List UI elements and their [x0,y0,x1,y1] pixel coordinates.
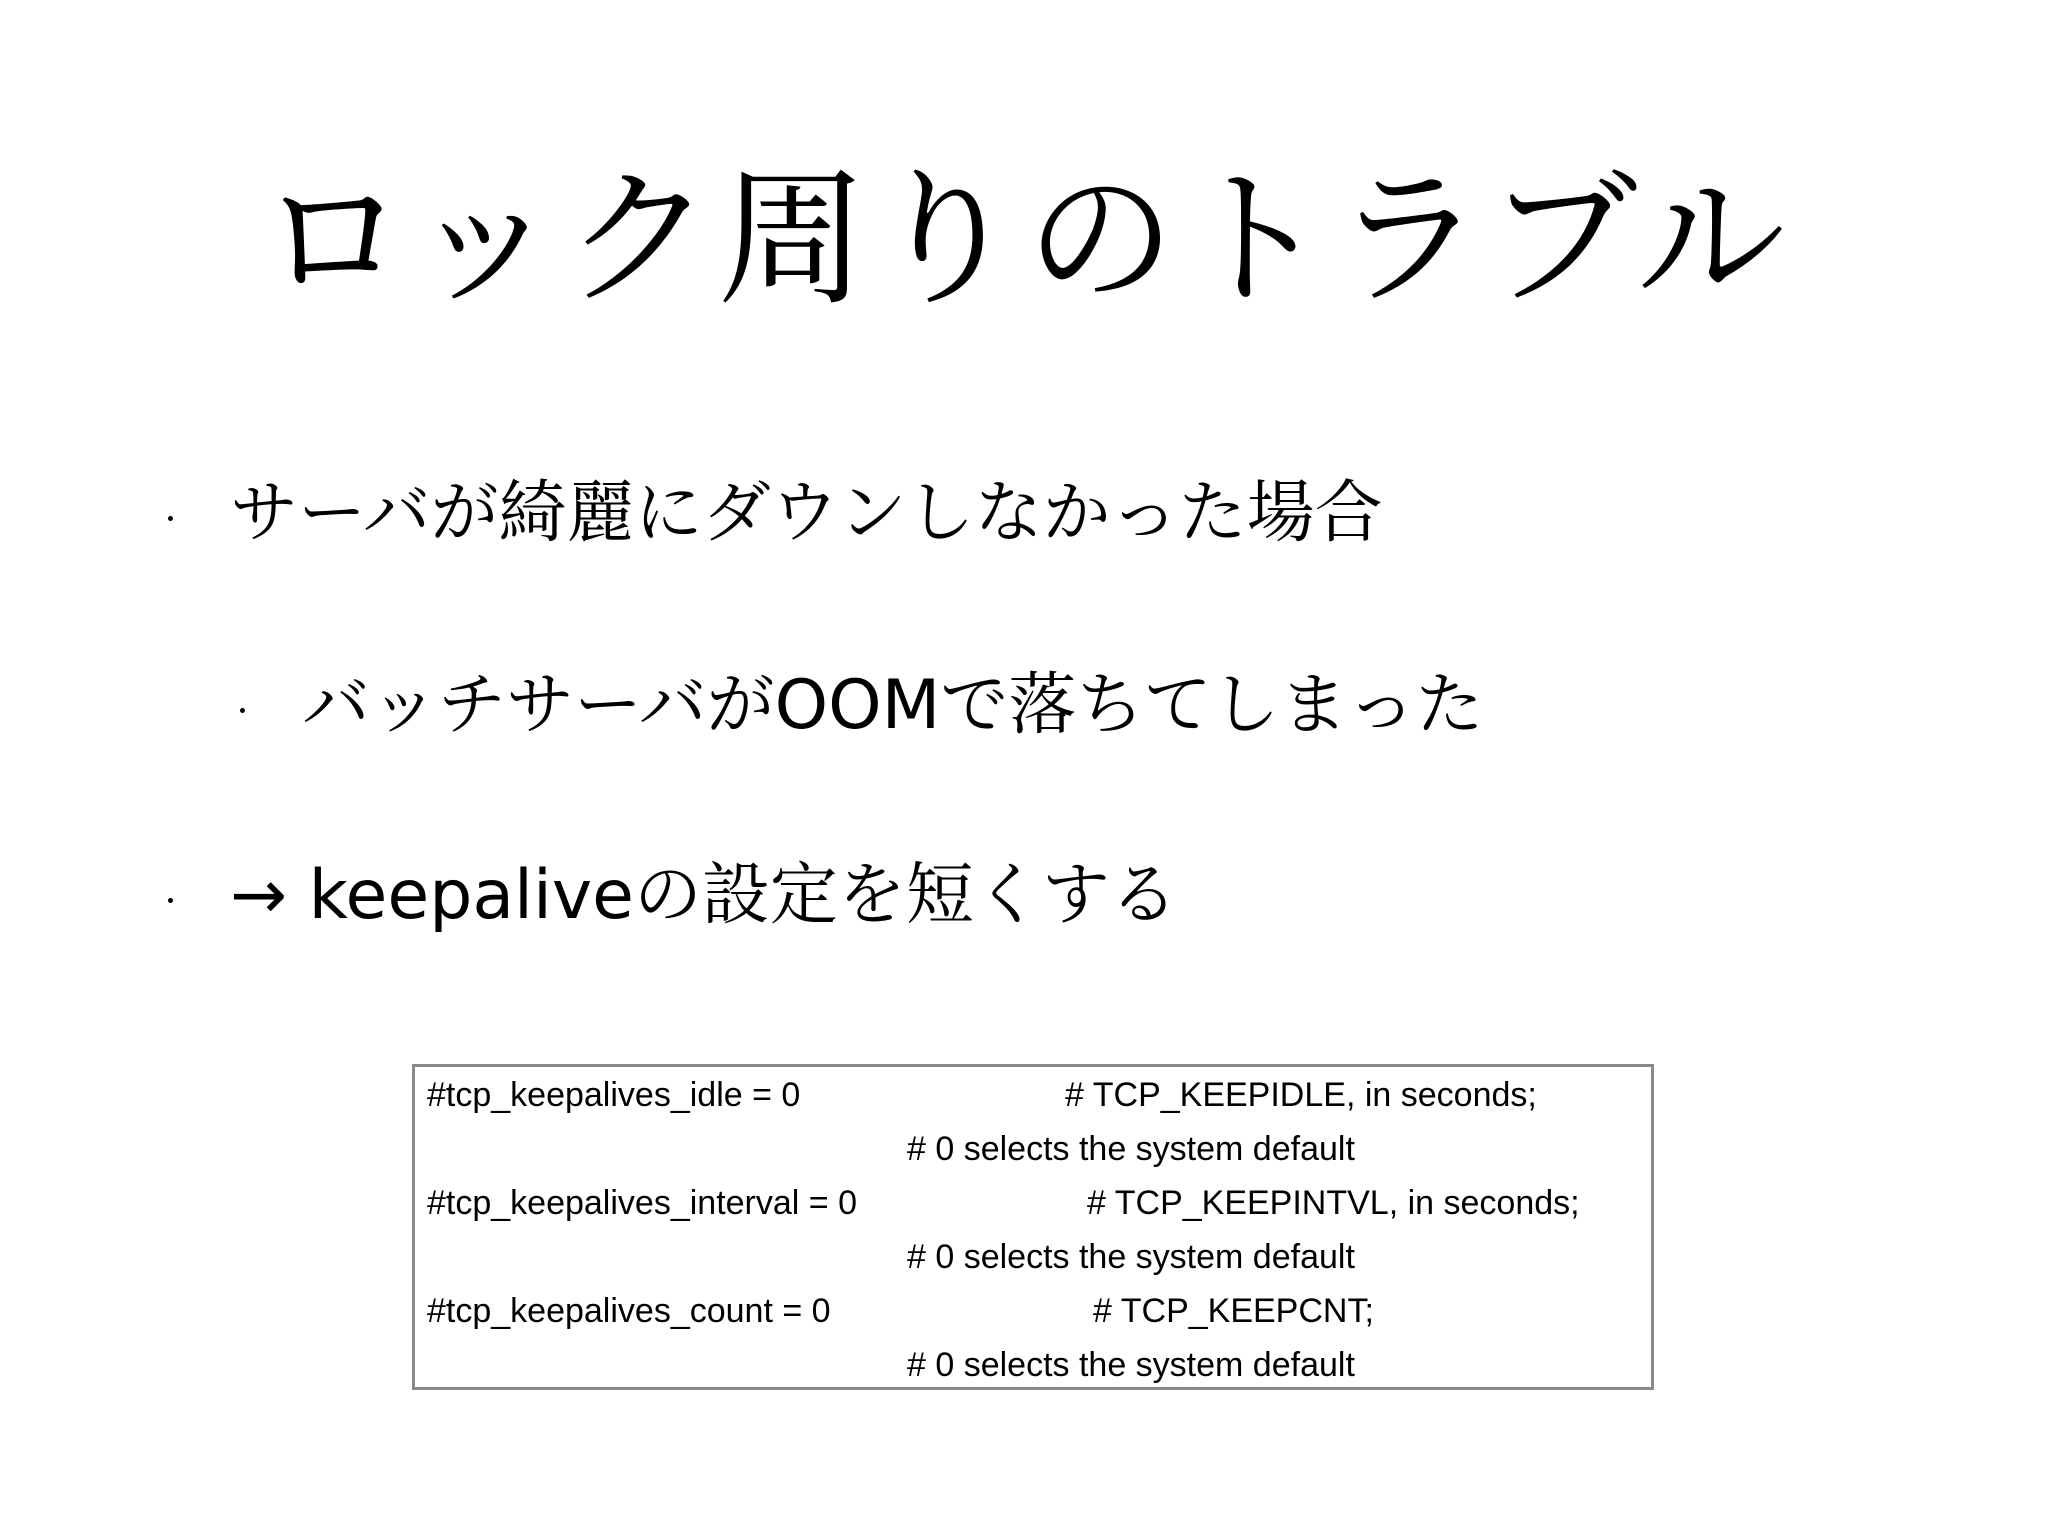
bullet-item [230,472,1383,556]
config-comment: # 0 selects the system default [907,1130,1355,1168]
config-comment: # TCP_KEEPCNT; [1093,1292,1374,1330]
bullet-text: バッチサーバがOOMで落ちてしまった [302,666,1484,745]
slide-title: ロック周りのトラブル [258,153,1790,327]
config-comment: # 0 selects the system default [907,1346,1355,1384]
bullet-dot-icon [240,708,245,713]
config-setting: #tcp_keepalives_count = 0 [427,1292,831,1330]
bullet-text: サーバが綺麗にダウンしなかった場合 [230,474,1383,553]
bullet-text: → keepaliveの設定を短くする [230,856,1178,935]
sub-bullet-item [302,664,1484,748]
bullet-item [230,854,1178,938]
config-comment: # TCP_KEEPIDLE, in seconds; [1065,1076,1537,1114]
bullet-dot-icon [168,516,173,521]
bullet-dot-icon [168,898,173,903]
config-setting: #tcp_keepalives_interval = 0 [427,1184,857,1222]
config-comment: # TCP_KEEPINTVL, in seconds; [1087,1184,1580,1222]
config-comment: # 0 selects the system default [907,1238,1355,1276]
config-setting: #tcp_keepalives_idle = 0 [427,1076,801,1114]
config-snippet-box [412,1064,1654,1390]
